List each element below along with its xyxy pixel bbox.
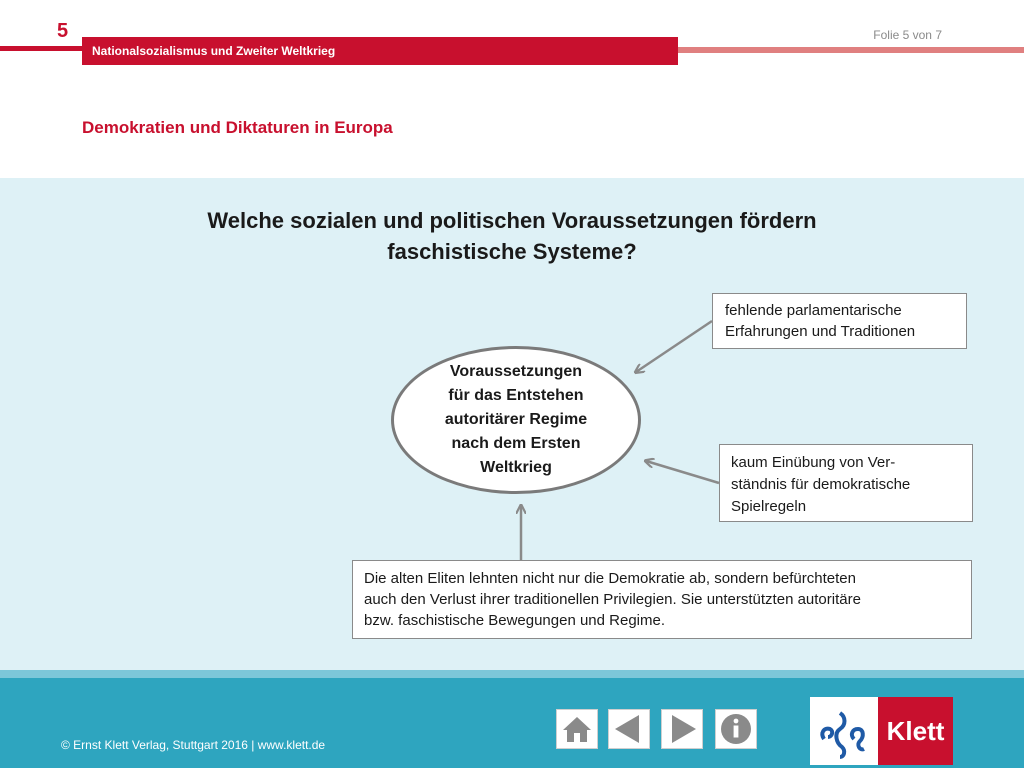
- center-node: [391, 346, 641, 494]
- main-question: [112, 205, 912, 267]
- banner-left-stripe: [0, 46, 84, 51]
- box-line: Spielregeln: [731, 498, 807, 515]
- box-democratic-rules: [719, 444, 973, 522]
- arrow-right-icon: [662, 710, 702, 748]
- home-button[interactable]: [556, 709, 598, 749]
- page-subtitle: Demokratien und Diktaturen in Europa: [82, 118, 393, 137]
- copyright: © Ernst Klett Verlag, Stuttgart 2016 | www.klett.de: [61, 738, 326, 752]
- box-parliamentary-experience: [712, 293, 967, 349]
- previous-slide-button[interactable]: [608, 709, 650, 749]
- center-node-text: [421, 360, 611, 480]
- box-line: ständnis für demokratische: [731, 476, 911, 493]
- slide-counter: Folie 5 von 7: [873, 28, 942, 42]
- question-line: faschistische Systeme?: [387, 239, 637, 264]
- box-line: Erfahrungen und Traditionen: [725, 323, 916, 340]
- klett-logo: [810, 697, 953, 765]
- next-slide-button[interactable]: [661, 709, 703, 749]
- box-old-elites: [352, 560, 972, 639]
- center-node-line: autoritärer Regime: [444, 411, 588, 428]
- home-icon: [557, 710, 597, 748]
- box-line: kaum Einübung von Ver-: [731, 454, 896, 471]
- footer-top-stripe: [0, 670, 1024, 678]
- center-node-line: für das Entstehen: [448, 387, 584, 404]
- arrow-left-icon: [609, 710, 649, 748]
- box-line: fehlende parlamentarische: [725, 302, 902, 319]
- klett-wordmark: [878, 697, 953, 765]
- klett-emblem-icon: [810, 697, 878, 765]
- klett-emblem: [810, 697, 878, 765]
- center-node-line: Voraussetzungen: [449, 363, 583, 380]
- slide-number: 5: [57, 20, 69, 42]
- banner-title: Nationalsozialismus und Zweiter Weltkrieg: [92, 44, 336, 58]
- box-line: Die alten Eliten lehnten nicht nur die Demokratie ab, sondern befürchteten: [364, 570, 856, 587]
- box-line: auch den Verlust ihrer traditionellen Privilegien. Sie unterstützten autoritäre: [364, 591, 861, 608]
- center-node-line: Weltkrieg: [480, 459, 552, 476]
- info-icon: [716, 710, 756, 748]
- info-button[interactable]: [715, 709, 757, 749]
- question-line: Welche sozialen und politischen Voraussetzungen fördern: [207, 208, 817, 233]
- klett-logo-text: Klett: [886, 715, 945, 746]
- center-node-line: nach dem Ersten: [451, 435, 581, 452]
- banner-right-stripe: [675, 47, 1024, 53]
- box-line: bzw. faschistische Bewegungen und Regime.: [364, 612, 666, 629]
